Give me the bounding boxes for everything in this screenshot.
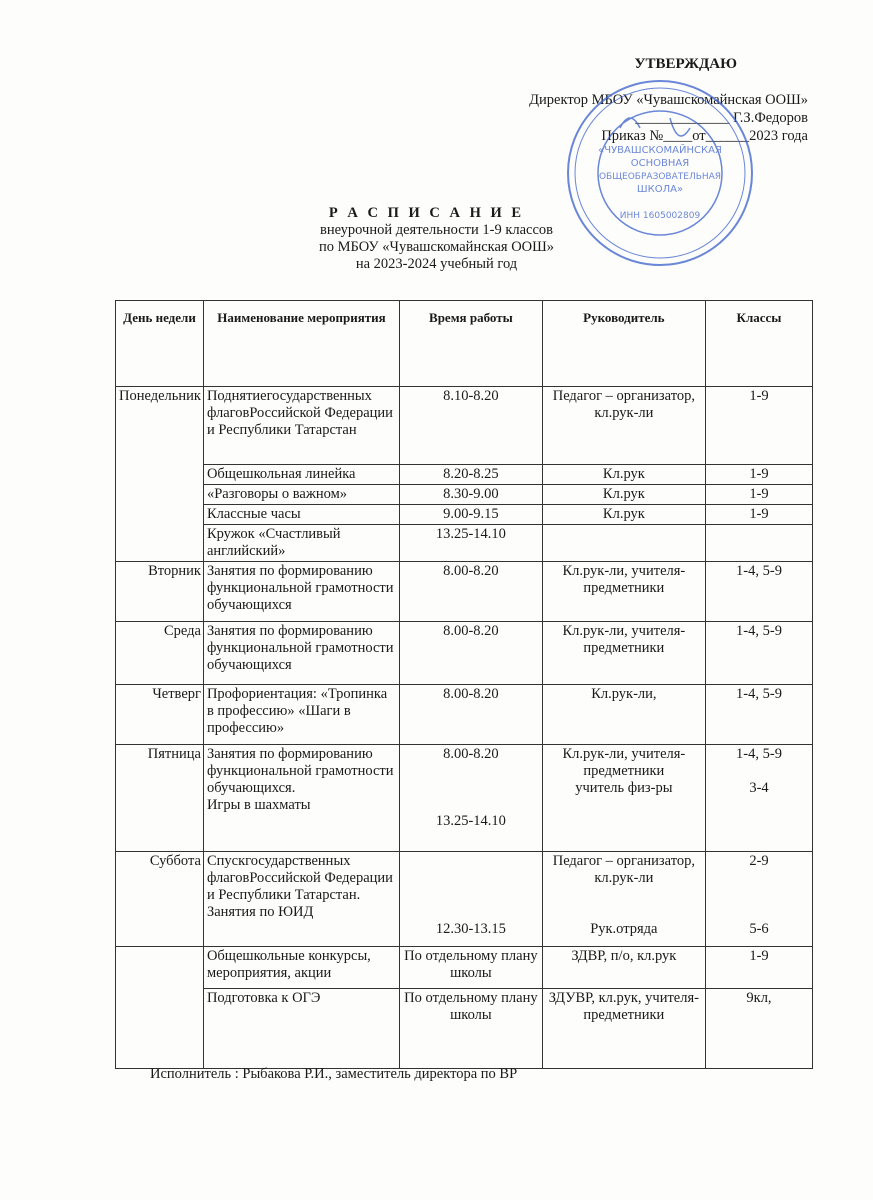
activity-cell-text: Общешкольные конкурсы, мероприятия, акции — [206, 948, 371, 981]
leader-cell-text: ЗДУВР, кл.рук, учителя-предметники — [548, 990, 699, 1023]
activity-cell-text: Занятия по формированию функциональной грамотности обучающихся. — [206, 746, 394, 796]
director-line: Директор МБОУ «Чувашскомайнская ООШ» — [529, 92, 808, 108]
time-cell — [400, 387, 543, 465]
classes-cell — [705, 947, 812, 989]
activity-cell-text-2: Занятия по ЮИД — [206, 904, 314, 920]
time-cell-text: 8.00-8.20 — [443, 746, 499, 762]
activity-cell-text-2: Игры в шахматы — [206, 797, 311, 813]
activity-cell-text: Занятия по формированию функциональной грамотности обучающихся — [206, 623, 394, 673]
leader-cell-text: Кл.рук-ли, учителя-предметники — [562, 563, 686, 596]
activity-cell-text: Классные часы — [206, 506, 301, 522]
activity-cell — [203, 685, 399, 745]
time-cell — [400, 685, 543, 745]
table-row — [116, 745, 813, 852]
day-cell-text: Среда — [163, 623, 201, 639]
header-time: Время работы — [400, 301, 543, 387]
leader-cell-text: Кл.рук — [602, 486, 645, 502]
leader-cell-text: Кл.рук-ли, учителя-предметники — [562, 623, 686, 656]
document-title — [0, 205, 873, 273]
classes-cell-text: 1-4, 5-9 — [736, 686, 782, 702]
time-cell-text: 8.00-8.20 — [443, 686, 499, 702]
leader-cell-text: Кл.рук-ли, — [591, 686, 657, 702]
activity-cell — [203, 852, 399, 947]
time-cell — [400, 947, 543, 989]
classes-cell-text: 1-9 — [749, 486, 769, 502]
order-line: Приказ №____от______2023 года — [601, 128, 808, 144]
schedule-table — [115, 300, 813, 1069]
table-row — [116, 465, 813, 485]
table-row — [116, 685, 813, 745]
activity-cell-text: Профориентация: «Тропинка в профессию» «Шаги в профессию» — [206, 686, 388, 736]
title-line-1: внеурочной деятельности 1-9 классов — [319, 222, 553, 238]
table-row — [116, 505, 813, 525]
activity-cell-text: «Разговоры о важном» — [206, 486, 348, 502]
time-cell-text: По отдельному плану школы — [404, 948, 538, 981]
day-cell-text: Понедельник — [119, 388, 201, 404]
classes-cell-text: 1-9 — [749, 506, 769, 522]
time-cell-text-2: 12.30-13.15 — [435, 921, 506, 937]
time-cell-text: 8.20-8.25 — [443, 466, 499, 482]
time-cell — [400, 562, 543, 622]
activity-cell-text: Спускгосударственных флаговРоссийской Федерации и Республики Татарстан. — [206, 853, 393, 903]
time-cell — [400, 525, 543, 562]
day-cell — [116, 745, 204, 852]
title-line-3: на 2023-2024 учебный год — [355, 256, 518, 272]
svg-text:ОБЩЕОБРАЗОВАТЕЛЬНАЯ: ОБЩЕОБРАЗОВАТЕЛЬНАЯ — [598, 172, 722, 182]
activity-cell — [203, 989, 399, 1069]
leader-cell-text: Кл.рук — [602, 466, 645, 482]
time-cell — [400, 622, 543, 685]
leader-cell — [542, 989, 705, 1069]
classes-cell — [705, 622, 812, 685]
classes-cell-text-2: 3-4 — [749, 780, 769, 796]
classes-cell-text: 1-9 — [749, 466, 769, 482]
day-cell-text: Суббота — [149, 853, 201, 869]
leader-cell — [542, 852, 705, 947]
table-row — [116, 562, 813, 622]
time-cell — [400, 485, 543, 505]
leader-cell-text: Кл.рук — [602, 506, 645, 522]
time-cell-text: 13.25-14.10 — [435, 526, 506, 542]
activity-cell — [203, 505, 399, 525]
time-cell — [400, 465, 543, 485]
classes-cell-text: 1-9 — [749, 388, 769, 404]
time-cell-text: 8.30-9.00 — [443, 486, 499, 502]
classes-cell-text-2: 5-6 — [749, 921, 769, 937]
time-cell-text-2: 13.25-14.10 — [435, 813, 506, 829]
time-cell — [400, 745, 543, 852]
header-classes: Классы — [705, 301, 812, 387]
table-row — [116, 387, 813, 465]
table-row — [116, 622, 813, 685]
activity-cell-text: Кружок «Счастливый английский» — [206, 526, 341, 559]
leader-cell-text-2: Рук.отряда — [590, 921, 658, 937]
classes-cell-text: 1-4, 5-9 — [736, 746, 782, 762]
day-cell — [116, 562, 204, 622]
time-cell-text: По отдельному плану школы — [404, 990, 538, 1023]
classes-cell — [705, 562, 812, 622]
time-cell — [400, 989, 543, 1069]
table-row — [116, 525, 813, 562]
activity-cell — [203, 387, 399, 465]
activity-cell — [203, 562, 399, 622]
classes-cell — [705, 387, 812, 465]
leader-cell-text: Педагог – организатор, кл.рук-ли — [552, 388, 695, 421]
classes-cell — [705, 525, 812, 562]
day-cell — [116, 387, 204, 562]
time-cell-text: 8.10-8.20 — [443, 388, 499, 404]
director-name: _____________ Г.З.Федоров — [635, 110, 808, 126]
svg-text:ИНН 1605002809: ИНН 1605002809 — [619, 211, 701, 221]
activity-cell — [203, 485, 399, 505]
activity-cell-text: Поднятиегосударственных флаговРоссийской Федерации и Республики Татарстан — [206, 388, 393, 438]
leader-cell — [542, 947, 705, 989]
title-main: Р А С П И С А Н И Е — [328, 205, 525, 221]
classes-cell — [705, 505, 812, 525]
classes-cell — [705, 745, 812, 852]
time-cell — [400, 852, 543, 947]
approval-heading: УТВЕРЖДАЮ — [634, 56, 737, 72]
day-cell — [116, 622, 204, 685]
svg-text:ОСНОВНАЯ: ОСНОВНАЯ — [630, 158, 690, 169]
activity-cell — [203, 525, 399, 562]
table-row — [116, 947, 813, 989]
day-cell-text: Пятница — [147, 746, 201, 762]
classes-cell — [705, 485, 812, 505]
classes-cell-text: 1-4, 5-9 — [736, 623, 782, 639]
day-cell — [116, 852, 204, 947]
leader-cell — [542, 622, 705, 685]
day-cell-text: Четверг — [152, 686, 201, 702]
activity-cell — [203, 465, 399, 485]
svg-text:«ЧУВАШСКОМАЙНСКАЯ: «ЧУВАШСКОМАЙНСКАЯ — [598, 145, 722, 156]
time-cell-text: 8.00-8.20 — [443, 623, 499, 639]
leader-cell — [542, 505, 705, 525]
classes-cell-text: 9кл, — [746, 990, 772, 1006]
classes-cell-text: 1-4, 5-9 — [736, 563, 782, 579]
classes-cell — [705, 465, 812, 485]
classes-cell — [705, 852, 812, 947]
leader-cell — [542, 485, 705, 505]
table-row — [116, 485, 813, 505]
classes-cell — [705, 989, 812, 1069]
activity-cell-text: Общешкольная линейка — [206, 466, 356, 482]
time-cell-text: 8.00-8.20 — [443, 563, 499, 579]
table-row — [116, 852, 813, 947]
leader-cell-text: ЗДВР, п/о, кл.рук — [571, 948, 677, 964]
activity-cell — [203, 947, 399, 989]
day-cell — [116, 947, 204, 1069]
title-line-2: по МБОУ «Чувашскомайнская ООШ» — [318, 239, 555, 255]
header-leader: Руководитель — [542, 301, 705, 387]
leader-cell — [542, 387, 705, 465]
activity-cell — [203, 745, 399, 852]
day-cell-text: Вторник — [148, 563, 201, 579]
time-cell-text: 9.00-9.15 — [443, 506, 499, 522]
executor-line: Исполнитель : Рыбакова Р.И., заместитель директора по ВР — [150, 1066, 518, 1082]
time-cell — [400, 505, 543, 525]
classes-cell-text: 2-9 — [749, 853, 769, 869]
table-row — [116, 989, 813, 1069]
header-name: Наименование мероприятия — [203, 301, 399, 387]
leader-cell — [542, 745, 705, 852]
leader-cell-text: Педагог – организатор, кл.рук-ли — [552, 853, 695, 886]
day-cell — [116, 685, 204, 745]
leader-cell — [542, 685, 705, 745]
leader-cell-text-2: учитель физ-ры — [575, 780, 673, 796]
svg-text:ШКОЛА»: ШКОЛА» — [636, 184, 684, 195]
leader-cell-text: Кл.рук-ли, учителя-предметники — [562, 746, 686, 779]
activity-cell-text: Подготовка к ОГЭ — [206, 990, 321, 1006]
leader-cell — [542, 465, 705, 485]
header-day: День недели — [116, 301, 204, 387]
activity-cell — [203, 622, 399, 685]
table-header — [116, 301, 813, 387]
activity-cell-text: Занятия по формированию функциональной грамотности обучающихся — [206, 563, 394, 613]
classes-cell — [705, 685, 812, 745]
leader-cell — [542, 525, 705, 562]
leader-cell — [542, 562, 705, 622]
classes-cell-text: 1-9 — [749, 948, 769, 964]
